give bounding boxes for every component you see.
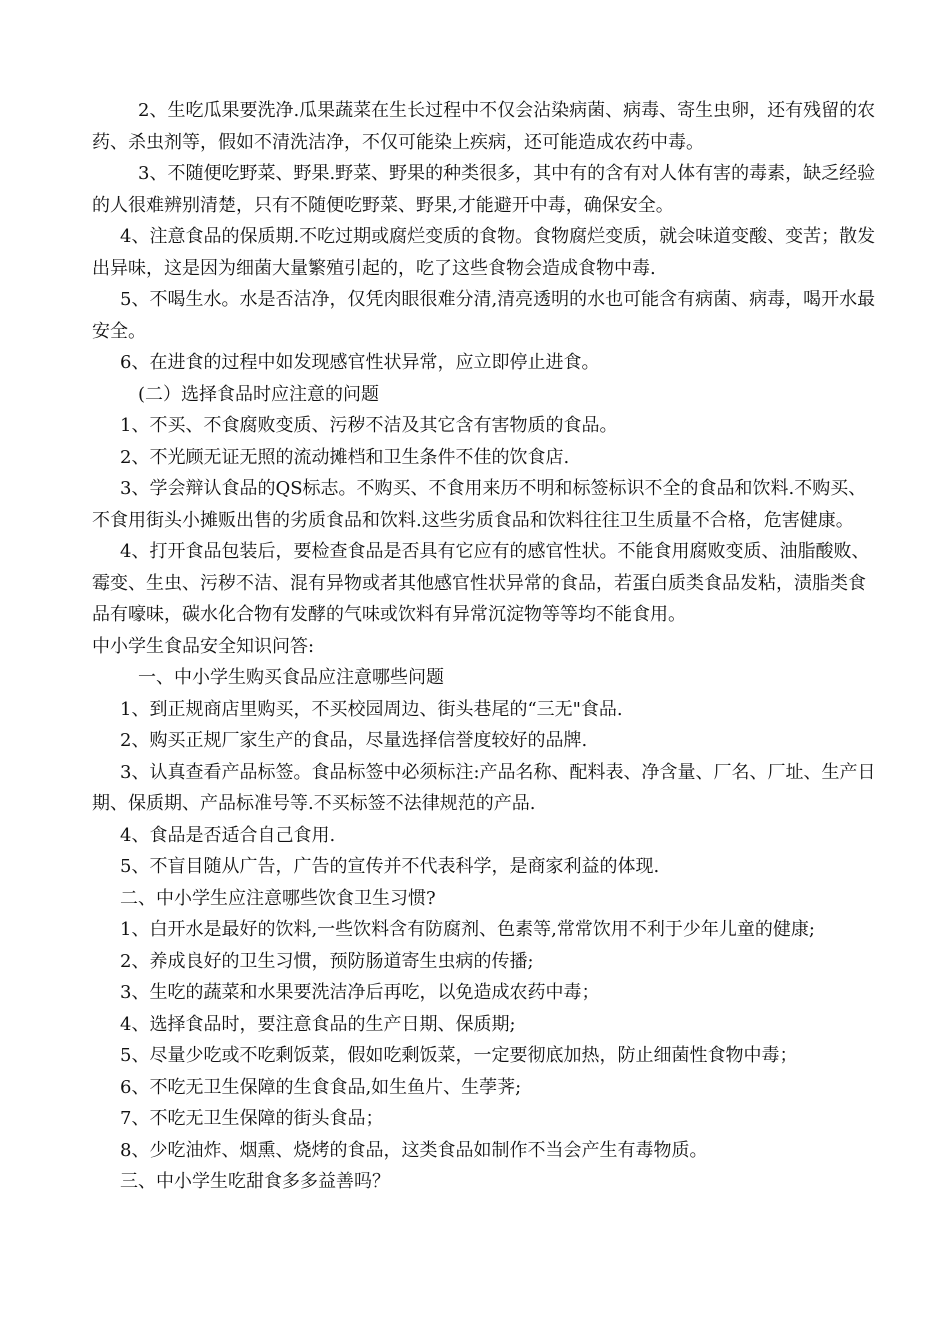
- list-item: 2、养成良好的卫生习惯，预防肠道寄生虫病的传播;: [120, 950, 534, 972]
- list-item: 5、尽量少吃或不吃剩饭菜，假如吃剩饭菜，一定要彻底加热，防止细菌性食物中毒；: [120, 1045, 798, 1066]
- paragraph: 2、不光顾无证无照的流动摊档和卫生条件不佳的饮食店.: [120, 446, 570, 468]
- paragraph: 3、不随便吃野菜、野果.野菜、野果的种类很多，其中有的含有对人体有害的毒素，缺乏经验的人很难辨别清楚，只有不随便吃野菜、野果,才能避开中毒，确保安全。: [92, 163, 876, 216]
- paragraph: 4、注意食品的保质期.不吃过期或腐烂变质的食物。食物腐烂变质，就会味道变酸、变苦；散发出异味，这是因为细菌大量繁殖引起的，吃了这些食物会造成食物中毒.: [92, 226, 876, 279]
- list-item: 3、认真查看产品标签。食品标签中必须标注:产品名称、配料表、净含量、厂名、厂址、生产日期、保质期、产品标准号等.不买标签不法律规范的产品.: [92, 761, 876, 814]
- list-item: 4、食品是否适合自己食用.: [120, 824, 336, 846]
- list-item: 3、生吃的蔬菜和水果要洗洁净后再吃，以免造成农药中毒；: [120, 982, 600, 1003]
- document-body: [92, 95, 882, 1198]
- paragraph: 6、在进食的过程中如发现感官性状异常，应立即停止进食。: [120, 352, 600, 373]
- list-item: 5、不盲目随从广告，广告的宣传并不代表科学，是商家利益的体现.: [120, 856, 660, 877]
- paragraph: 1、不买、不食腐败变质、污秽不洁及其它含有害物质的食品。: [120, 415, 618, 436]
- section-heading: 二、中小学生应注意哪些饮食卫生习惯?: [120, 887, 436, 909]
- list-item: 1、到正规商店里购买，不买校园周边、街头巷尾的“三无"食品.: [120, 698, 623, 720]
- paragraph: 5、不喝生水。水是否洁净，仅凭肉眼很难分清,清亮透明的水也可能含有病菌、病毒，喝开水最安全。: [92, 289, 876, 342]
- section-heading: (二）选择食品时应注意的问题: [138, 383, 380, 405]
- section-heading: 一、中小学生购买食品应注意哪些问题: [138, 667, 444, 688]
- paragraph: 4、打开食品包装后，要检查食品是否具有它应有的感官性状。不能食用腐败变质、油脂酸败、霉变、生虫、污秽不洁、混有异物或者其他感官性状异常的食品，若蛋白质类食品发粘，渍脂类食品有嚎味，碳水化合物有发酵的气味或饮料有异常沉淀物等等均不能食用。: [92, 541, 870, 625]
- paragraph: 2、生吃瓜果要洗净.瓜果蔬菜在生长过程中不仅会沾染病菌、病毒、寄生虫卵，还有残留的农药、杀虫剂等，假如不清洗洁净，不仅可能染上疾病，还可能造成农药中毒。: [92, 100, 876, 153]
- list-item: 4、选择食品时，要注意食品的生产日期、保质期;: [120, 1013, 516, 1035]
- list-item: 1、白开水是最好的饮料,一些饮料含有防腐剂、色素等,常常饮用不利于少年儿童的健康;: [120, 919, 815, 940]
- section-heading: 三、中小学生吃甜食多多益善吗？: [120, 1171, 390, 1192]
- list-item: 7、不吃无卫生保障的街头食品；: [120, 1108, 384, 1129]
- list-item: 6、不吃无卫生保障的生食食品,如生鱼片、生荸荠;: [120, 1076, 522, 1098]
- section-title: 中小学生食品安全知识问答:: [92, 635, 315, 657]
- paragraph: 3、学会辩认食品的QS标志。不购买、不食用来历不明和标签标识不全的食品和饮料.不购买、不食用街头小摊贩出售的劣质食品和饮料.这些劣质食品和饮料往往卫生质量不合格，危害健康。: [92, 478, 867, 531]
- list-item: 8、少吃油炸、烟熏、烧烤的食品，这类食品如制作不当会产生有毒物质。: [120, 1139, 708, 1161]
- list-item: 2、购买正规厂家生产的食品，尽量选择信誉度较好的品牌.: [120, 730, 588, 751]
